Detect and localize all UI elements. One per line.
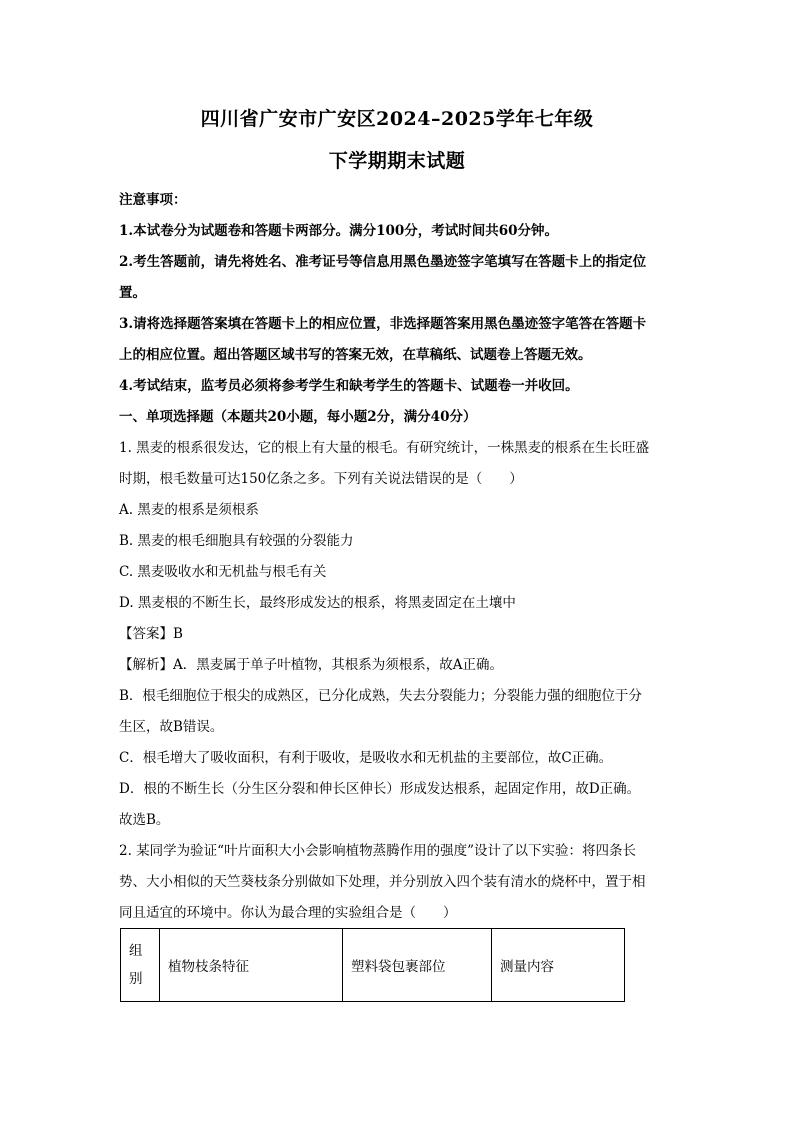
table-header-measurement: 测量内容 xyxy=(492,929,625,1002)
question-1-option-a: A. 黑麦的根系是须根系 xyxy=(119,502,259,518)
question-1-stem-cont: 时期，根毛数量可达150亿条之多。下列有关说法错误的是（ ） xyxy=(119,471,523,487)
table-header-group xyxy=(121,929,160,1002)
question-2-stem-cont-1: 势、大小相似的天竺葵枝条分别做如下处理，并分别放入四个装有清水的烧杯中，置于相 xyxy=(119,874,646,890)
notice-item-4: 4.考试结束，监考员必须将参考学生和缺考学生的答题卡、试题卷一并收回。 xyxy=(119,378,579,394)
table-header-group-char-1: 组 xyxy=(129,943,143,959)
notice-item-1: 1.本试卷分为试题卷和答题卡两部分。满分100分，考试时间共60分钟。 xyxy=(119,223,559,239)
table-header-bag-position: 塑料袋包裹部位 xyxy=(343,929,492,1002)
question-1-option-b: B. 黑麦的根毛细胞具有较强的分裂能力 xyxy=(119,533,354,549)
question-2-stem-cont-2: 同且适宜的环境中。你认为最合理的实验组合是（ ） xyxy=(119,905,457,921)
question-1-conclusion: 故选B。 xyxy=(119,812,170,828)
exam-title-line-2: 下学期期末试题 xyxy=(328,150,466,172)
table-header-group-char-2: 别 xyxy=(129,971,143,987)
section-1-heading: 一、单项选择题（本题共20小题，每小题2分，满分40分） xyxy=(119,409,477,425)
question-1-option-d: D. 黑麦根的不断生长，最终形成发达的根系，将黑麦固定在土壤中 xyxy=(119,595,516,611)
notice-item-3-cont: 上的相应位置。超出答题区域书写的答案无效，在草稿纸、试题卷上答题无效。 xyxy=(119,347,592,363)
question-1-analysis-a: 【解析】A．黑麦属于单子叶植物，其根系为须根系，故A正确。 xyxy=(119,657,503,673)
table-header-row xyxy=(121,929,625,1002)
question-1-analysis-b: B．根毛细胞位于根尖的成熟区，已分化成熟，失去分裂能力；分裂能力强的细胞位于分 xyxy=(119,688,642,704)
question-1-stem: 1. 黑麦的根系很发达，它的根上有大量的根毛。有研究统计，一株黑麦的根系在生长旺盛 xyxy=(119,440,650,456)
question-1-answer: 【答案】B xyxy=(119,626,183,642)
table-header-branch-feature: 植物枝条特征 xyxy=(160,929,343,1002)
experiment-table xyxy=(120,928,625,1002)
notice-item-2-cont: 置。 xyxy=(119,285,146,301)
question-1-analysis-d: D．根的不断生长（分生区分裂和伸长区伸长）形成发达根系，起固定作用，故D正确。 xyxy=(119,781,641,797)
notice-item-3: 3.请将选择题答案填在答题卡上的相应位置，非选择题答案用黑色墨迹签字笔答在答题卡 xyxy=(119,316,647,332)
question-1-option-c: C. 黑麦吸收水和无机盐与根毛有关 xyxy=(119,564,327,580)
notice-heading: 注意事项： xyxy=(119,192,187,208)
notice-item-2: 2.考生答题前，请先将姓名、准考证号等信息用黑色墨迹签字笔填写在答题卡上的指定位 xyxy=(119,254,647,270)
question-1-analysis-c: C．根毛增大了吸收面积，有利于吸收，是吸收水和无机盐的主要部位，故C正确。 xyxy=(119,750,613,766)
question-1-analysis-b-cont: 生区，故B错误。 xyxy=(119,719,224,735)
exam-title-line-1: 四川省广安市广安区2024–2025学年七年级 xyxy=(200,108,594,130)
question-2-stem: 2. 某同学为验证“叶片面积大小会影响植物蒸腾作用的强度”设计了以下实验：将四条长 xyxy=(119,843,636,859)
